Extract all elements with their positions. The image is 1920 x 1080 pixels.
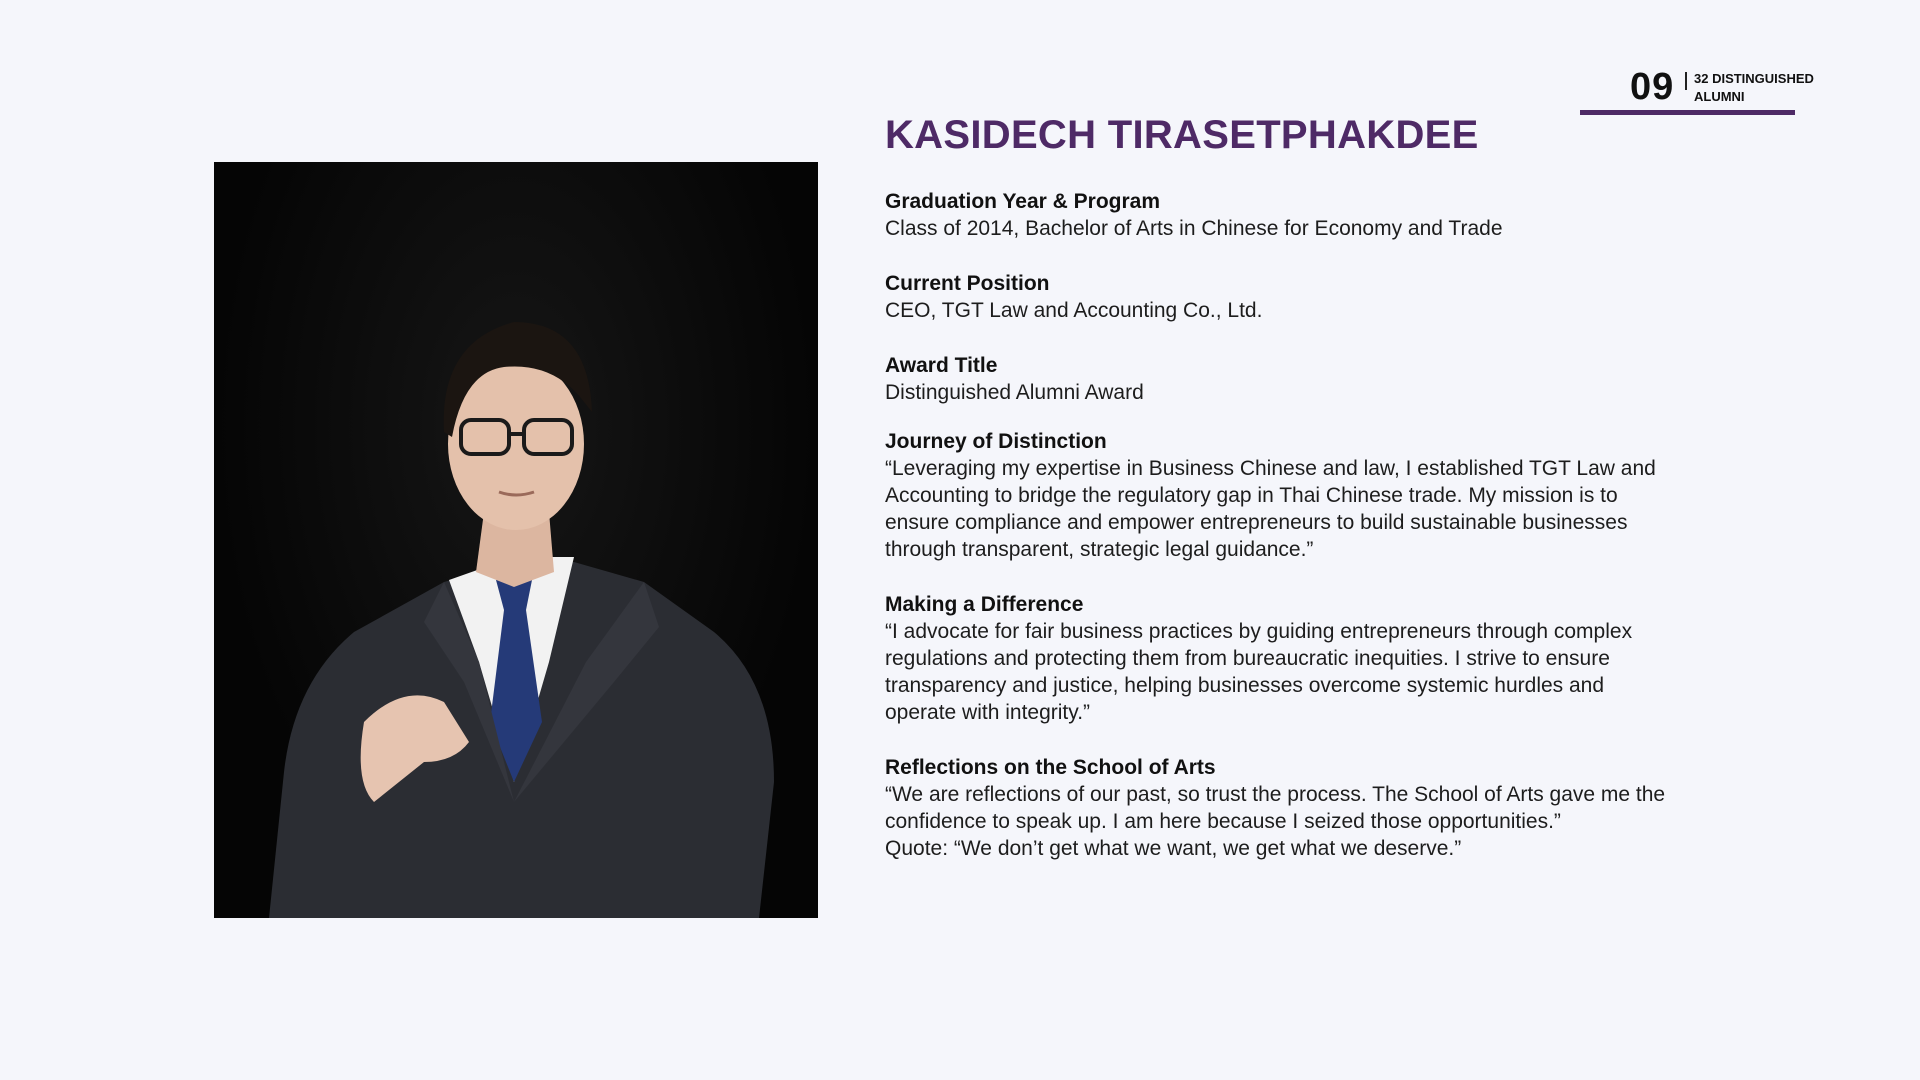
section-body: Distinguished Alumni Award [885, 381, 1144, 404]
section-reflections [885, 754, 1675, 862]
section-title: Reflections on the School of Arts [885, 756, 1216, 779]
alumni-name: KASIDECH TIRASETPHAKDEE [885, 113, 1479, 157]
profile-content [885, 108, 1675, 890]
section-body: “We are reflections of our past, so trust the process. The School of Arts gave me the confidence to speak up. I am here because I seized those opportunities.” Quote: “We don’t get what we want, we get what we deserve.” [885, 783, 1666, 860]
badge-divider [1685, 72, 1687, 90]
section-journey [885, 428, 1675, 563]
page-number: 09 [1630, 66, 1675, 108]
section-title: Journey of Distinction [885, 430, 1107, 453]
badge-caption: 32 DISTINGUISHED ALUMNI [1694, 71, 1814, 104]
section-body: Class of 2014, Bachelor of Arts in Chinese for Economy and Trade [885, 217, 1503, 240]
section-title: Award Title [885, 354, 998, 377]
section-title: Current Position [885, 272, 1050, 295]
section-award [885, 352, 1675, 406]
section-position [885, 270, 1675, 324]
section-title: Graduation Year & Program [885, 190, 1161, 213]
section-title: Making a Difference [885, 593, 1084, 616]
section-body: “Leveraging my expertise in Business Chinese and law, I established TGT Law and Accounting to bridge the regulatory gap in Thai Chinese trade. My mission is to ensure compliance and empower entrepreneurs to build sustainable businesses through transparent, strategic legal guidance.” [885, 457, 1656, 561]
alumni-portrait [214, 162, 818, 918]
section-difference [885, 591, 1675, 726]
section-body: “I advocate for fair business practices by guiding entrepreneurs through complex regulations and protecting them from bureaucratic inequities. I strive to ensure transparency and justice, helping businesses overcome systemic hurdles and operate with integrity.” [885, 620, 1633, 724]
portrait-illustration [214, 162, 818, 918]
section-graduation [885, 188, 1675, 242]
section-body: CEO, TGT Law and Accounting Co., Ltd. [885, 299, 1263, 322]
